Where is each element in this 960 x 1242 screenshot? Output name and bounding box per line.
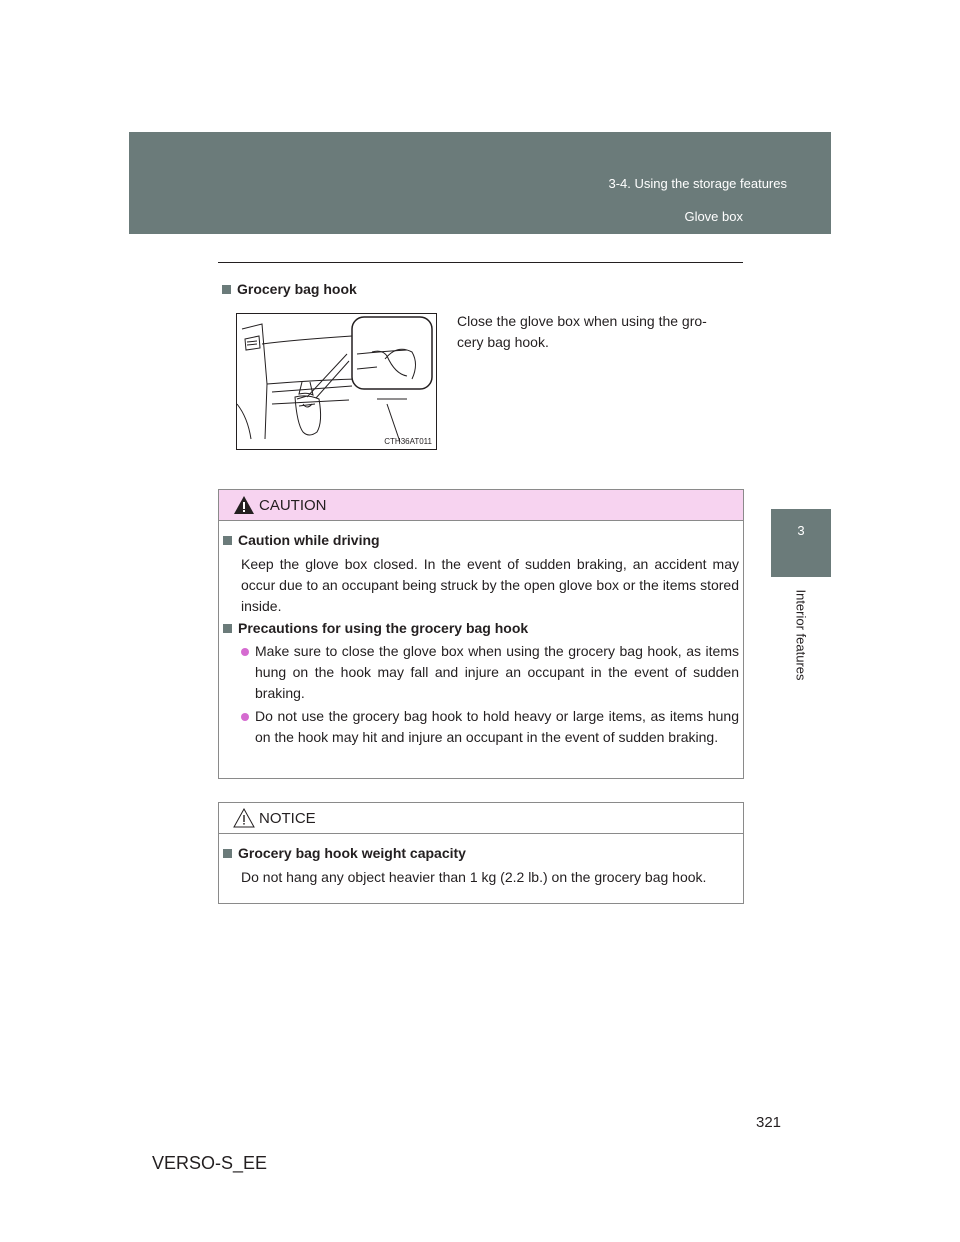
chapter-tab <box>771 509 831 577</box>
caution-item-2-title-text: Precautions for using the grocery bag hook <box>238 620 529 636</box>
chapter-label-text: Interior features <box>793 589 809 681</box>
bullet-dot-icon <box>241 713 249 721</box>
divider <box>218 262 743 263</box>
section-title: 3-4. Using the storage features <box>608 176 787 191</box>
section-heading-text: Grocery bag hook <box>237 281 357 297</box>
caution-header <box>219 490 743 521</box>
caution-title: CAUTION <box>259 497 327 514</box>
caution-bullet-2: Do not use the grocery bag hook to hold heavy or large items, as items hung on the hook may hit and injure an occupant in the event of sudden braking. <box>255 708 739 745</box>
figure-code: CTH36AT011 <box>384 437 432 446</box>
square-bullet-icon <box>223 849 232 858</box>
warning-icon <box>233 495 255 515</box>
caution-item-2-title <box>223 618 739 639</box>
description-line-1: Close the glove box when using the gro- <box>457 313 707 329</box>
page-number: 321 <box>756 1114 782 1131</box>
chapter-label <box>772 580 830 690</box>
page-header <box>129 132 831 234</box>
notice-item-1-text: Do not hang any object heavier than 1 kg (2.2 lb.) on the grocery bag hook. <box>241 869 707 885</box>
caution-box <box>218 489 744 779</box>
square-bullet-icon <box>223 536 232 545</box>
chapter-number: 3 <box>797 523 805 538</box>
notice-item-1-title-text: Grocery bag hook weight capacity <box>238 845 466 861</box>
bullet-dot-icon <box>241 648 249 656</box>
caution-bullet-1: Make sure to close the glove box when using the grocery bag hook, as items hung on the hook may fall and injure an occupant in the event of sudden braking. <box>255 643 739 701</box>
description-line-2: cery bag hook. <box>457 334 549 350</box>
caution-item-1-text: Keep the glove box closed. In the event of sudden braking, an accident may occur due to an occupant being struck by the open glove box or the items stored inside. <box>241 556 739 614</box>
glove-box-illustration <box>237 314 436 449</box>
square-bullet-icon <box>223 624 232 633</box>
illustration <box>236 313 437 450</box>
subsection-title: Glove box <box>684 209 743 224</box>
caution-item-1-title-text: Caution while driving <box>238 532 380 548</box>
caution-item-1-title <box>223 530 739 551</box>
notice-title: NOTICE <box>259 810 316 827</box>
notice-item-1-title <box>223 843 739 864</box>
notice-header <box>219 803 743 834</box>
notice-box <box>218 802 744 904</box>
caution-triangle-icon <box>233 808 255 828</box>
description <box>457 311 745 353</box>
section-heading <box>222 281 357 297</box>
model-code: VERSO-S_EE <box>152 1153 268 1173</box>
square-bullet-icon <box>222 285 231 294</box>
